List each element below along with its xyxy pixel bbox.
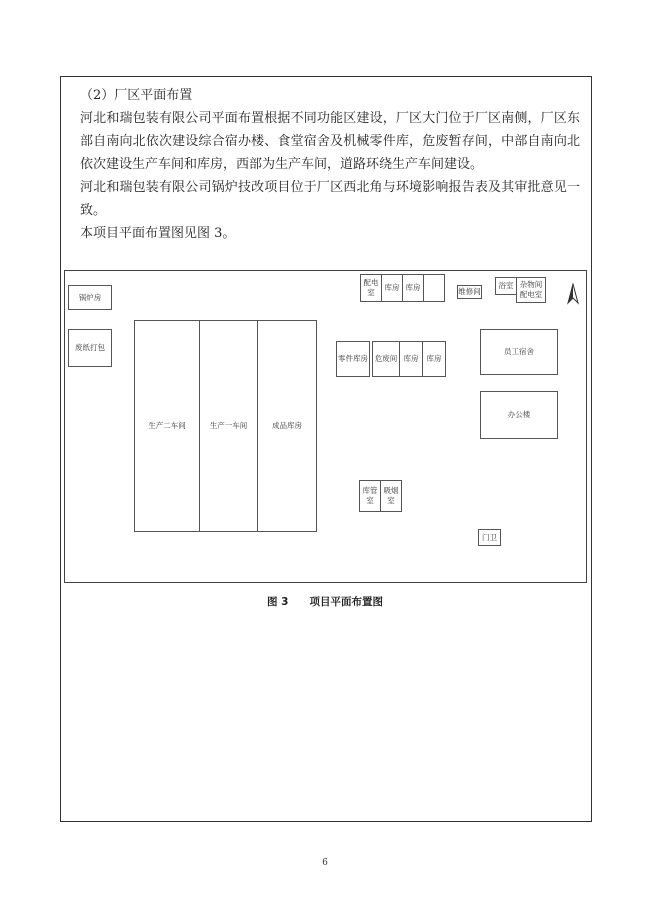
room-finished-goods: 成品库房: [257, 320, 317, 532]
room-warehouse-c: 库房: [399, 341, 423, 377]
room-bathroom: 浴室: [495, 277, 517, 295]
room-repair: 维修间: [457, 285, 482, 299]
room-warehouse-d: 库房: [422, 341, 446, 377]
site-plan: [64, 270, 587, 583]
paragraph-2: 河北和瑞包装有限公司锅炉技改项目位于厂区西北角与环境影响报告表及其审批意见一致。: [80, 180, 580, 218]
room-warehouse-a: 库房: [381, 274, 403, 302]
room-warehouse-top: [423, 274, 445, 302]
paragraph-1: 河北和瑞包装有限公司平面布置根据不同功能区建设，厂区大门位于厂区南侧，厂区东部自南向北依次建设综合宿办楼、食堂宿舍及机械零件库，危废暂存间，中部自南向北依次建设生产车间和库房，西部为生产车间，道路环绕生产车间建设。: [80, 111, 580, 172]
room-smoking: 吸烟室: [380, 480, 402, 512]
room-misc-power: 杂物间配电室: [516, 277, 546, 303]
room-waste-paper: 废纸打包: [68, 329, 112, 367]
room-parts-warehouse: 零件库房: [336, 341, 370, 377]
room-power: 配电室: [360, 274, 382, 302]
section-heading: （2）厂区平面布置: [80, 88, 193, 103]
figure-caption: 图 3 项目平面布置图: [267, 596, 383, 608]
page-number: 6: [322, 858, 328, 868]
room-pipe: 库管室: [359, 480, 381, 512]
paragraph-3: 本项目平面布置图见图 3。: [80, 226, 236, 241]
room-boiler: 锅炉房: [68, 285, 112, 310]
room-staff-dormitory: 员工宿舍: [480, 329, 558, 375]
room-workshop-2: 生产二车间: [134, 320, 200, 532]
room-gate-guard: 门卫: [478, 529, 501, 546]
room-office-building: 办公楼: [480, 391, 558, 439]
room-warehouse-b: 库房: [402, 274, 424, 302]
room-workshop-1: 生产一车间: [199, 320, 258, 532]
north-arrow-icon: [566, 283, 580, 305]
room-hazardous-waste: 危废间: [372, 341, 400, 377]
